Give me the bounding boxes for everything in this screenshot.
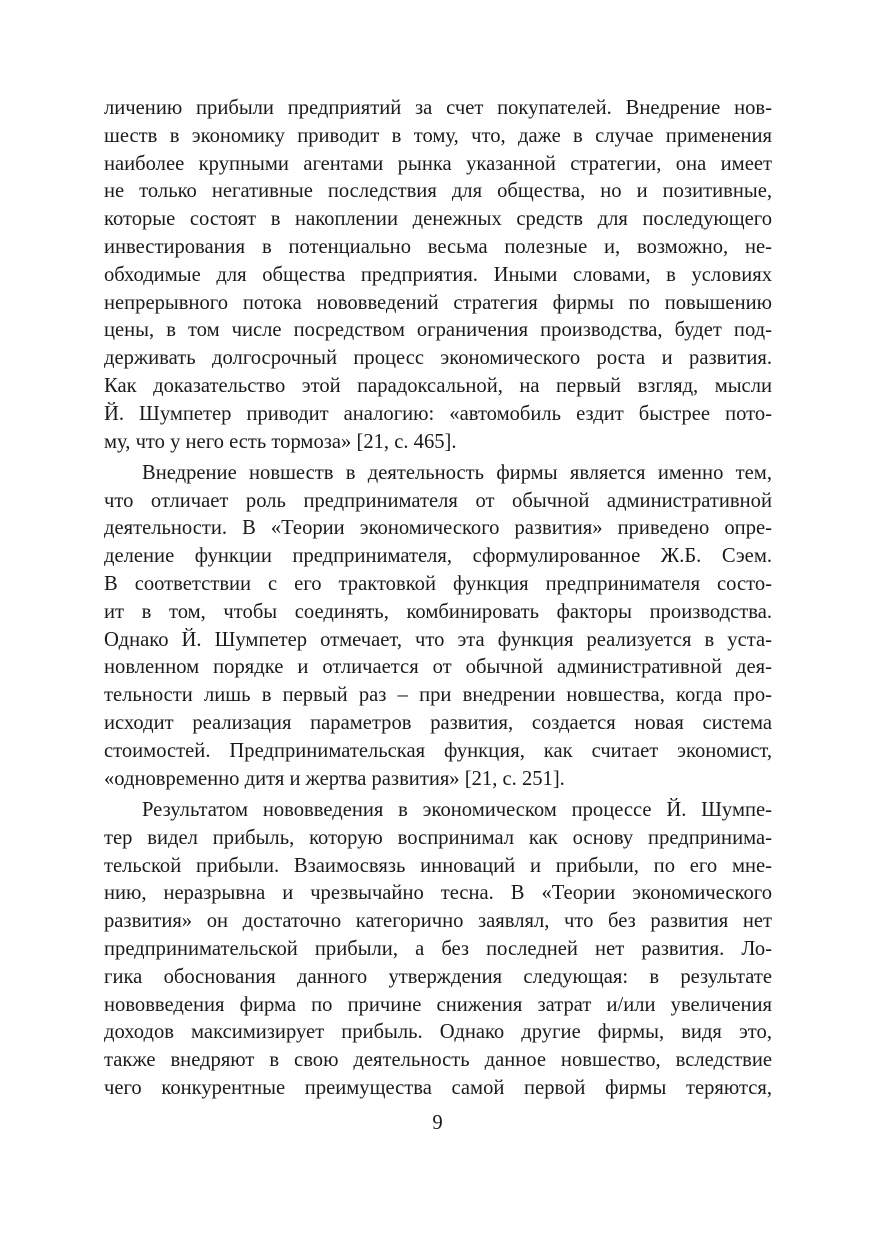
text-line: также внедряют в свою деятельность данное новшество, вследствие [104,1049,772,1072]
page-number: 9 [432,1112,443,1134]
text-line: наиболее крупными агентами рынка указанной стратегии, она имеет [104,152,772,175]
text-line: тер видел прибыль, которую воспринимал как основу предпринима- [104,826,772,849]
text-line: обходимые для общества предприятия. Иными словами, в условиях [104,263,772,286]
text-line: шеств в экономику приводит в тому, что, даже в случае применения [104,124,772,147]
text-line: «одновременно дитя и жертва развития» [21, с. 251]. [104,767,565,790]
text-line: Однако Й. Шумпетер отмечает, что эта функция реализуется в уста- [104,628,772,651]
text-line: В соответствии с его трактовкой функция предпринимателя состо- [104,573,772,596]
text-line: гика обоснования данного утверждения следующая: в результате [104,965,772,988]
text-line: му, что у него есть тормоза» [21, с. 465]. [104,430,457,453]
text-line: Как доказательство этой парадоксальной, на первый взгляд, мысли [104,374,772,397]
text-line: Результатом нововведения в экономическом процессе Й. Шумпе- [142,798,772,821]
text-line: держивать долгосрочный процесс экономического роста и развития. [104,347,772,370]
text-line: доходов максимизирует прибыль. Однако другие фирмы, видя это, [104,1021,772,1044]
text-line: тельности лишь в первый раз – при внедрении новшества, когда про- [104,684,772,707]
text-line: непрерывного потока нововведений стратегия фирмы по повышению [104,291,772,314]
text-line: нию, неразрывна и чрезвычайно тесна. В «Теории экономического [104,882,772,905]
text-line: личению прибыли предприятий за счет покупателей. Внедрение нов- [104,97,772,119]
text-line: стоимостей. Предпринимательская функция, как считает экономист, [104,739,772,762]
text-line: деятельности. В «Теории экономического развития» приведено опре- [104,517,772,540]
paragraph [104,797,772,1103]
text-line: предпринимательской прибыли, а без последней нет развития. Ло- [104,937,772,960]
text-line: развития» он достаточно категорично заявлял, что без развития нет [104,910,772,933]
text-line: которые состоят в накоплении денежных средств для последующего [104,208,772,231]
text-line: новленном порядке и отличается от обычной административной дея- [104,656,772,679]
text-line: тельской прибыли. Взаимосвязь инноваций и прибыли, по его мне- [104,854,772,877]
text-line: чего конкурентные преимущества самой первой фирмы теряются, [104,1076,772,1099]
text-line: цены, в том числе посредством ограничения производства, будет под- [104,319,772,342]
body-text [104,95,772,1106]
paragraph [104,95,772,456]
text-line: Й. Шумпетер приводит аналогию: «автомобиль ездит быстрее пото- [104,402,772,425]
text-line: нововведения фирма по причине снижения затрат и/или увеличения [104,993,772,1016]
paragraph [104,460,772,794]
text-line: ит в том, чтобы соединять, комбинировать факторы производства. [104,600,772,623]
text-line: не только негативные последствия для общества, но и позитивные, [104,180,772,203]
text-line: инвестирования в потенциально весьма полезные и, возможно, не- [104,235,772,258]
text-line: что отличает роль предпринимателя от обычной административной [104,489,772,512]
text-line: исходит реализация параметров развития, создается новая система [104,712,772,735]
text-line: деление функции предпринимателя, сформулированное Ж.Б. Сэем. [104,545,772,568]
text-line: Внедрение новшеств в деятельность фирмы является именно тем, [142,461,772,484]
